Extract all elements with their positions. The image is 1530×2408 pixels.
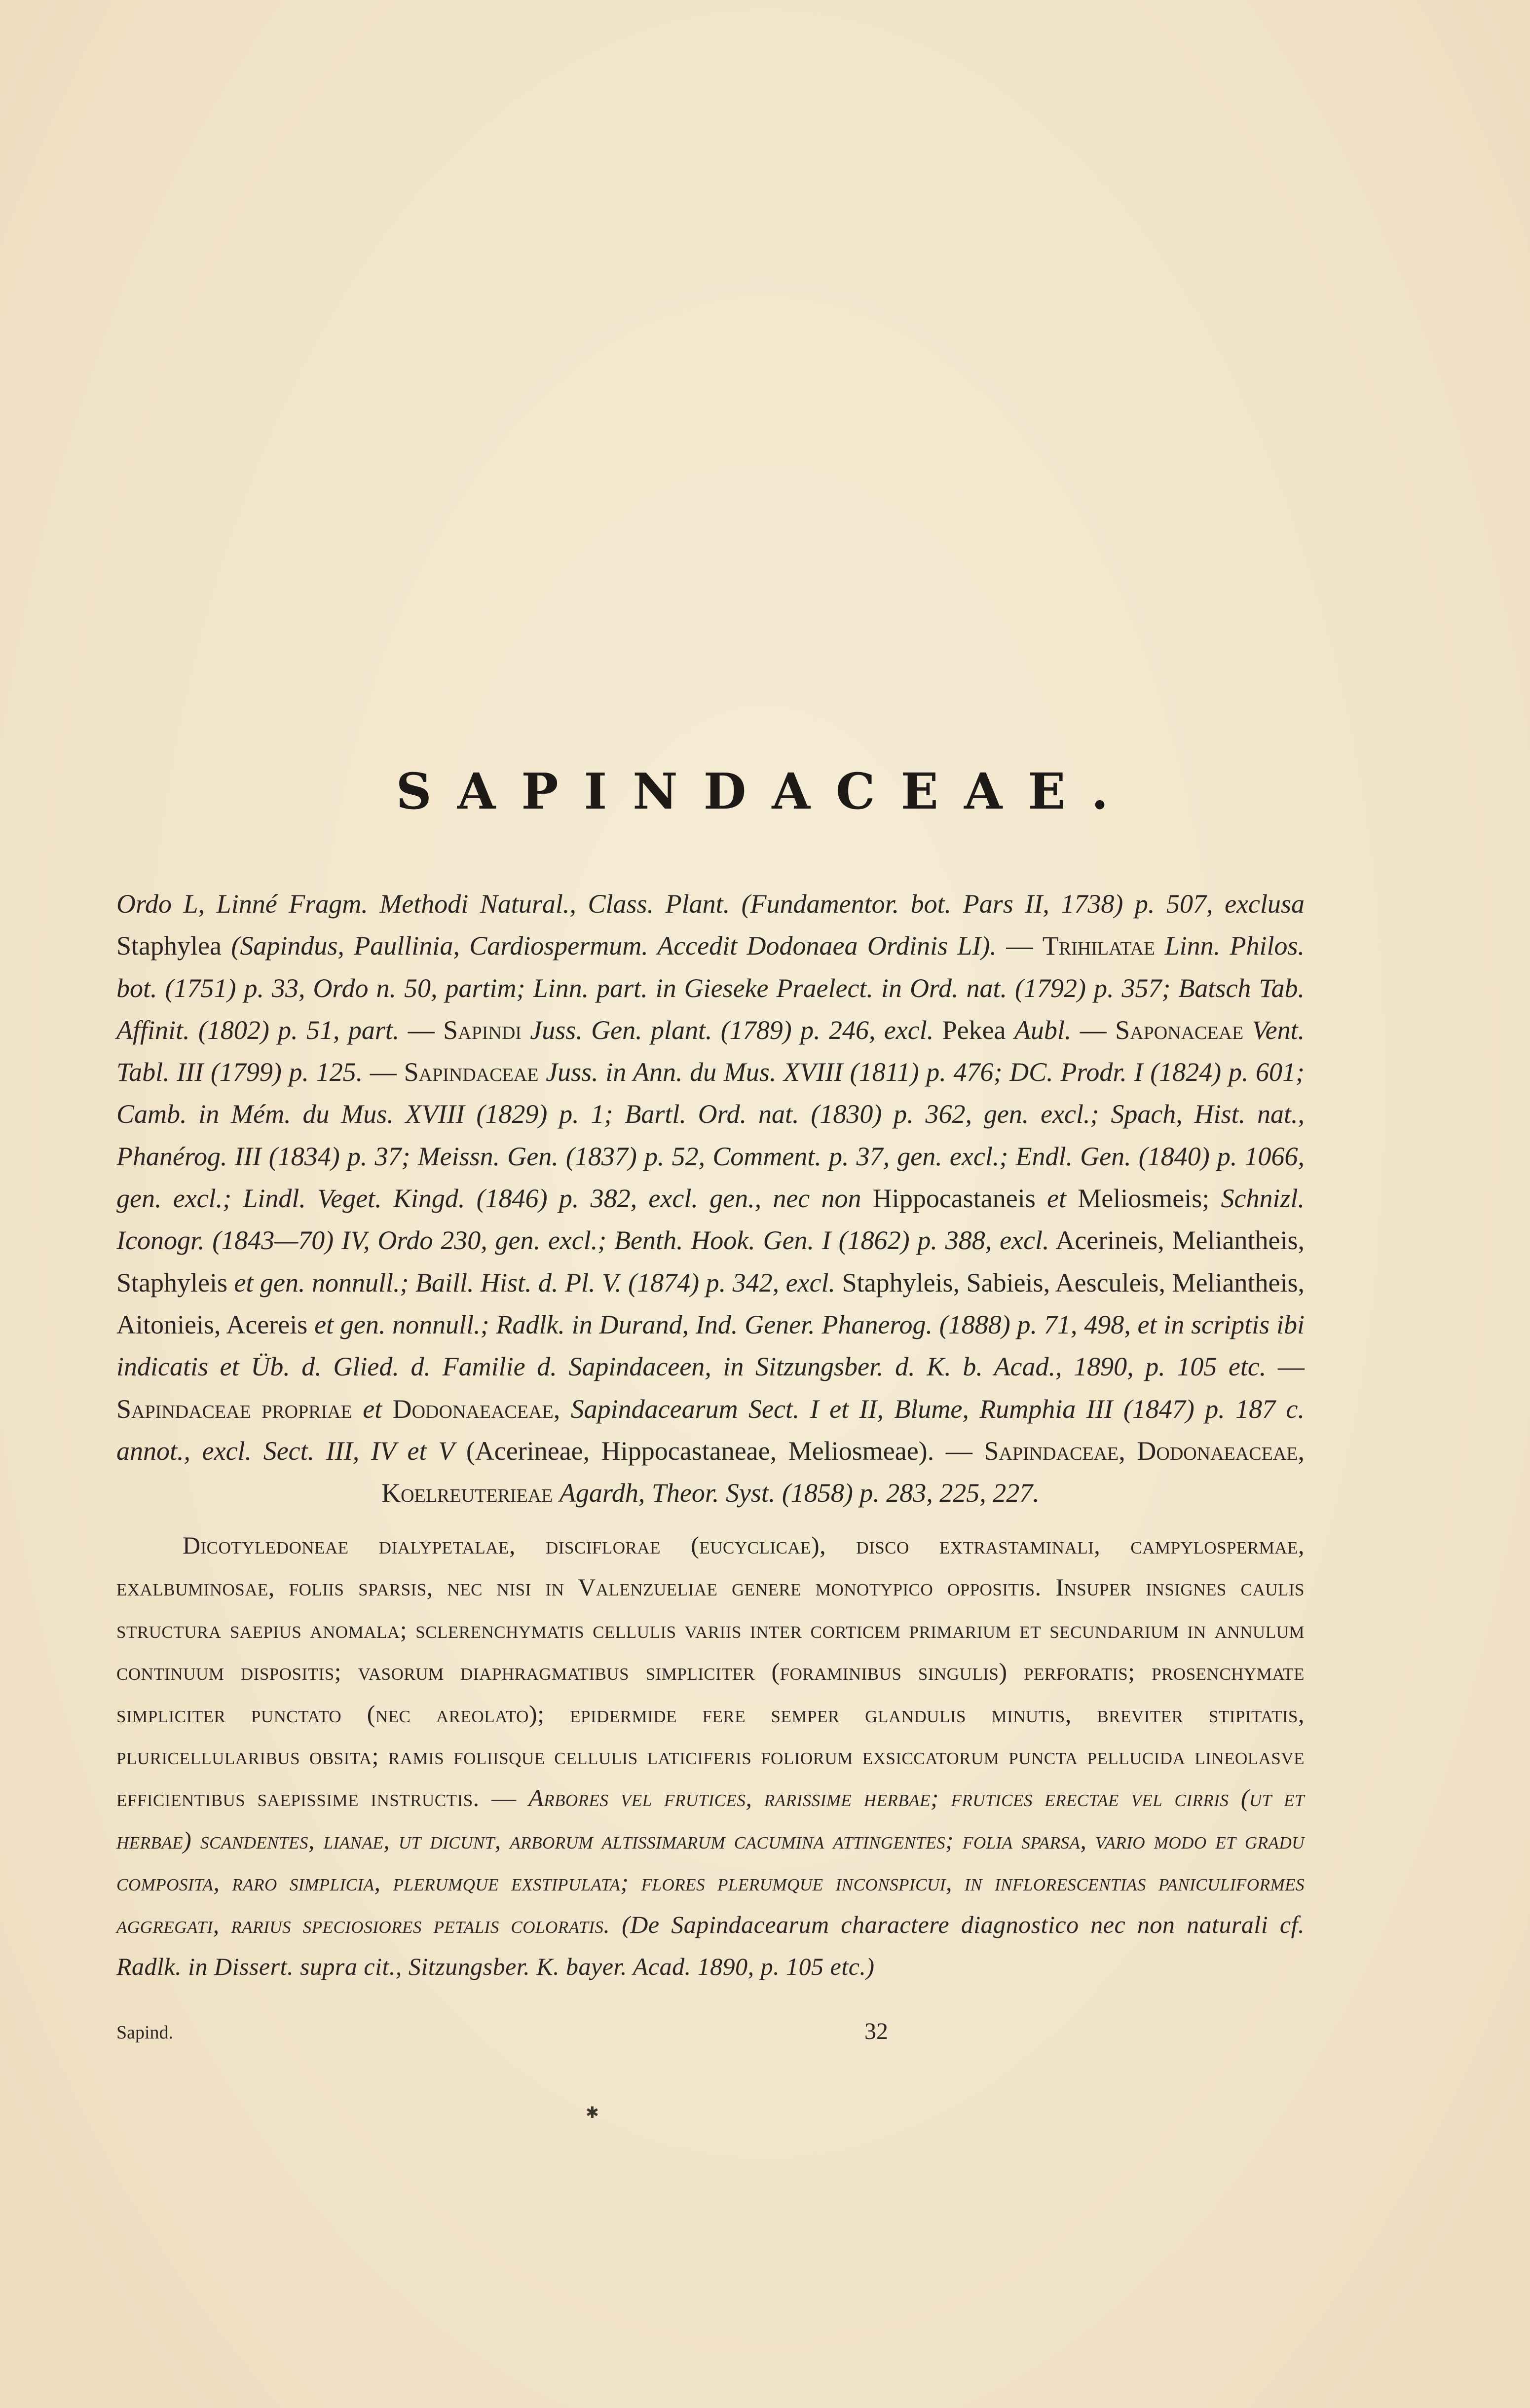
syn-text: Schnizl. Iconogr. (1843—70) IV, Ordo 230, gen. excl.; Benth. Hook. Gen. I (1862) p. 388, excl. bbox=[116, 1184, 1305, 1256]
syn-dash: — bbox=[370, 1057, 397, 1087]
ink-mark-icon: ✱ bbox=[586, 2103, 599, 2122]
syn-text: (Acerineae, Hippocastaneae, Meliosmeae). bbox=[466, 1436, 934, 1466]
syn-text: Trihilatae bbox=[1042, 931, 1156, 961]
syn-text: (Sapindus, Paullinia, Cardiospermum. Accedit Dodonaea Ordinis LI). bbox=[231, 931, 997, 961]
syn-text: et gen. nonnull.; Baill. Hist. d. Pl. V. (1874) p. 342, excl. bbox=[234, 1267, 836, 1297]
synonymy-paragraph bbox=[116, 883, 1305, 1514]
char-text: (De Sapindacearum charactere diagnostico nec non naturali cf. Radlk. in Dissert. supra cit., Sitzungsber. K. bayer. Acad. 1890, p. 105 etc.) bbox=[116, 1910, 1305, 1981]
syn-text: Sapindacearum Sect. I et II, Blume, Rumphia III (1847) p. 187 c. annot., excl. Sect. III, IV et V bbox=[116, 1394, 1305, 1466]
syn-text: Linn. Philos. bot. (1751) p. 33, Ordo n. 50, partim; Linn. part. in Gieseke Praelect. in Ord. nat. (1792) p. 357; Batsch Tab. Affinit. (1802) p. 51, part. bbox=[116, 931, 1305, 1045]
syn-text: Saponaceae bbox=[1115, 1015, 1244, 1045]
syn-dash: — bbox=[1080, 1015, 1107, 1045]
syn-text: Sapindaceae, Dodonaeaceae, Koelreuterieae bbox=[381, 1436, 1305, 1508]
syn-text: Dodonaeaceae, bbox=[392, 1394, 560, 1424]
syn-dash: — bbox=[1278, 1352, 1305, 1382]
character-paragraph bbox=[116, 1524, 1305, 1988]
syn-text: Staphyleis, Sabieis, Aesculeis, Meliantheis, Aitonieis, Acereis bbox=[116, 1267, 1305, 1339]
page-number: 32 bbox=[864, 2018, 888, 2044]
char-text: Arbores vel frutices, rarissime herbae; frutices erectae vel cirris (ut et herbae) scandentes, lianae, ut dicunt, arborum altissimarum cacumina attingentes; folia sparsa, vario modo et gradu composita, raro simplicia, plerumque exstipulata; flores plerumque inconspicui, in inflorescentias paniculiformes aggregati, rarius speciosiores petalis coloratis. bbox=[116, 1784, 1305, 1938]
syn-dash: — bbox=[1006, 931, 1033, 961]
syn-text: Sapindaceae propriae bbox=[116, 1394, 352, 1424]
syn-dash: — bbox=[408, 1015, 435, 1045]
syn-text: Sapindaceae bbox=[404, 1057, 539, 1087]
char-text: Dicotyledoneae dialypetalae, disciflorae (eucyclicae), disco extrastaminali, campylospermae, exalbuminosae, foliis sparsis, nec nisi in Valenzueliae genere monotypico oppositis. Insuper insignes caulis structura saepius anomala; sclerenchymatis cellulis variis inter corticem primarium et secundarium in annulum continuum dispositis; vasorum diaphragmatibus simpliciter (foraminibus singulis) perforatis; prosenchymate simpliciter punctato (nec areolato); epidermide fere semper glandulis minutis, breviter stipitatis, pluricellularibus obsita; ramis foliisque cellulis laticiferis foliorum exsiccatorum puncta pellucida lineolasve efficientibus saepissime instructis. bbox=[116, 1531, 1305, 1812]
char-dash: — bbox=[491, 1784, 517, 1812]
syn-text: Aubl. bbox=[1014, 1015, 1072, 1045]
footer-signature: Sapind. bbox=[116, 2022, 174, 2043]
bleed-through-texture bbox=[99, 321, 1431, 913]
syn-text: Ordo L, Linné Fragm. Methodi Natural., Class. Plant. (Fundamentor. bot. Pars II, 1738) p. 507, exclusa bbox=[116, 889, 1305, 919]
page-title: SAPINDACEAE. bbox=[396, 762, 1134, 820]
syn-text: Vent. Tabl. III (1799) p. 125. bbox=[116, 1015, 1305, 1087]
syn-dash: — bbox=[945, 1436, 972, 1466]
syn-text: Juss. Gen. plant. (1789) p. 246, excl. bbox=[530, 1015, 934, 1045]
syn-text: et bbox=[1046, 1184, 1066, 1214]
syn-text: Juss. in Ann. du Mus. XVIII (1811) p. 476; DC. Prodr. I (1824) p. 601; Camb. in Mém. du Mus. XVIII (1829) p. 1; Bartl. Ord. nat. (1830) p. 362, gen. excl.; Spach, Hist. nat., Phanérog. III (1834) p. 37; Meissn. Gen. (1837) p. 52, Comment. p. 37, gen. excl.; Endl. Gen. (1840) p. 1066, gen. excl.; Lindl. Veget. Kingd. (1846) p. 382, excl. gen., nec non bbox=[116, 1057, 1305, 1214]
syn-text: Staphylea bbox=[116, 931, 222, 961]
syn-text: Meliosmeis; bbox=[1078, 1184, 1210, 1214]
syn-text: Hippocastaneis bbox=[872, 1184, 1036, 1214]
syn-text: Sapindi bbox=[443, 1015, 522, 1045]
syn-text: Acerineis, Meliantheis, Staphyleis bbox=[116, 1225, 1305, 1297]
syn-text: Pekea bbox=[942, 1015, 1006, 1045]
syn-text: et gen. nonnull.; Radlk. in Durand, Ind. Gener. Phanerog. (1888) p. 71, 498, et in scriptis ibi indicatis et Üb. d. Glied. d. Familie d. Sapindaceen, in Sitzungsber. d. K. b. Acad., 1890, p. 105 etc. bbox=[116, 1309, 1305, 1382]
syn-text: et bbox=[363, 1394, 382, 1424]
syn-text: Agardh, Theor. Syst. (1858) p. 283, 225, 227. bbox=[559, 1478, 1040, 1508]
